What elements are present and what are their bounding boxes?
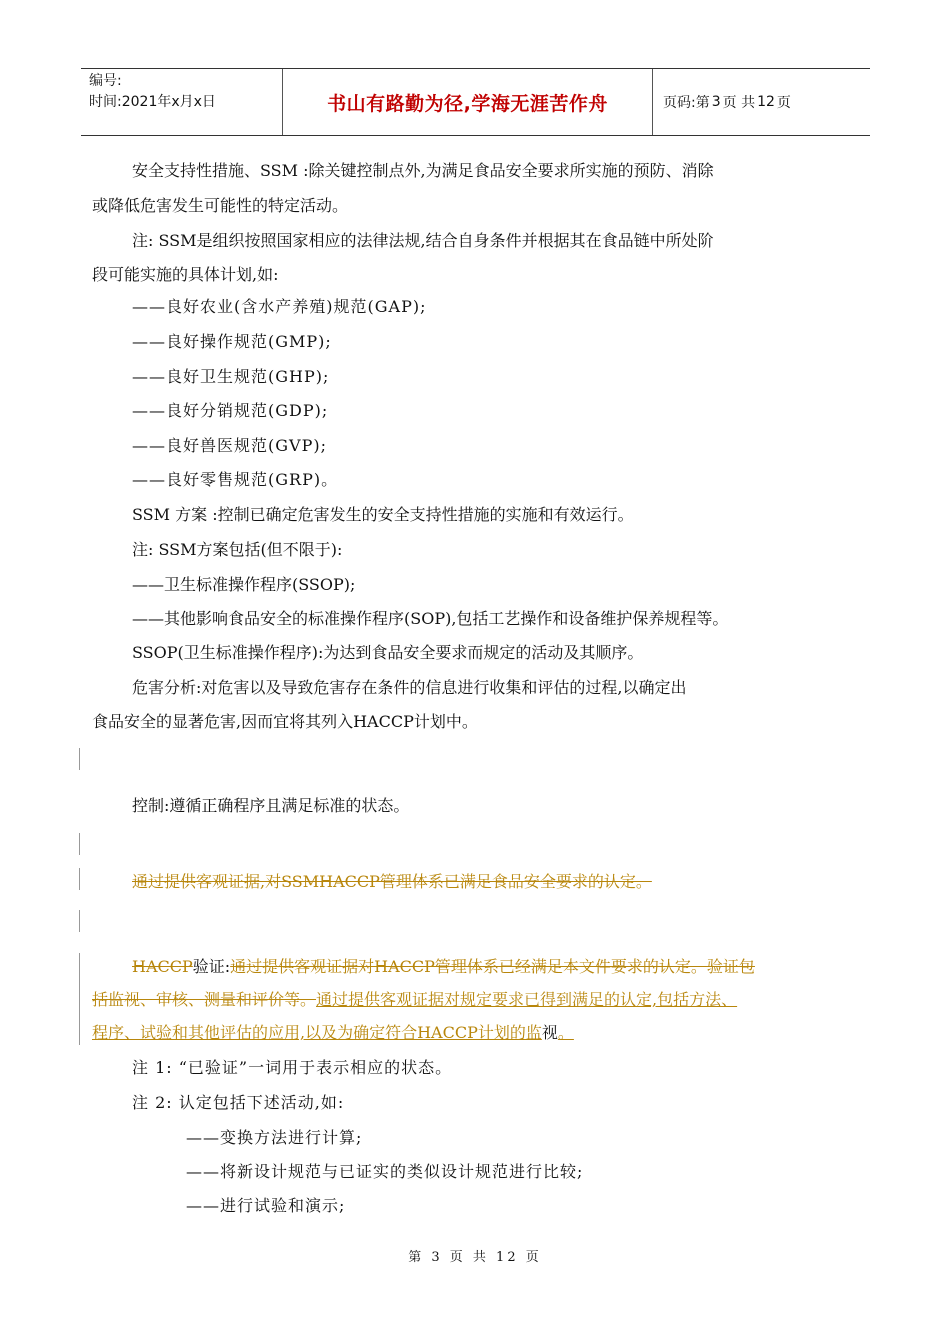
ssm-definition-line1: 安全支持性措施、SSM :除关键控制点外,为满足食品安全要求所实施的预防、消除 (132, 161, 714, 180)
page-current: 3 (711, 94, 721, 110)
verification-line3 (92, 1022, 574, 1044)
page-end: 页 (776, 95, 791, 111)
note-1: 注 1: “已验证”一词用于表示相应的状态。 (132, 1058, 453, 1077)
page-mid: 页 共 (722, 95, 756, 111)
list-item: ——良好分销规范(GDP); (132, 401, 329, 420)
hazard-analysis-line2: 食品安全的显著危害,因而宜将其列入HACCP计划中。 (92, 712, 478, 731)
page-header (81, 68, 870, 136)
document-number-label: 编号: (89, 73, 122, 89)
ssm-definition-line2: 或降低危害发生可能性的特定活动。 (92, 196, 349, 215)
inserted-text: 通过提供客观证据对规定要求已得到满足的认定,包括方法、 (316, 990, 738, 1009)
header-motto: 书山有路勤为径,学海无涯苦作舟 (283, 69, 653, 135)
plain-text: 视 (541, 1023, 558, 1042)
change-bar (79, 868, 80, 890)
change-bar (79, 953, 80, 1045)
list-item: ——良好操作规范(GMP); (132, 332, 332, 351)
list-item: ——良好兽医规范(GVP); (132, 436, 327, 455)
note-2: 注 2: 认定包括下述活动,如: (132, 1093, 345, 1112)
ssm-plan-note: 注: SSM方案包括(但不限于): (132, 540, 343, 559)
deleted-text: HACCP (132, 957, 193, 976)
list-item: ——良好卫生规范(GHP); (132, 367, 330, 386)
ssm-note-line1: 注: SSM是组织按照国家相应的法律法规,结合自身条件并根据其在食品链中所处阶 (132, 231, 714, 250)
verification-line2 (92, 989, 737, 1011)
ssm-plan-definition: SSM 方案 :控制已确定危害发生的安全支持性措施的实施和有效运行。 (132, 505, 634, 524)
change-bar (79, 748, 80, 770)
deleted-text: 通过提供客观证据对HACCP管理体系已经满足本文件要求的认定。验证包 (230, 957, 755, 976)
activity-item: ——进行试验和演示; (186, 1196, 346, 1215)
header-info (81, 69, 283, 135)
activity-item: ——将新设计规范与已证实的类似设计规范进行比较; (186, 1162, 584, 1181)
deleted-text: 通过提供客观证据,对SSMHACCP管理体系已满足食品安全要求的认定。 (132, 872, 652, 891)
inserted-text: 程序、试验和其他评估的应用,以及为确定符合HACCP计划的监 (92, 1023, 542, 1042)
ssm-plan-item: ——其他影响食品安全的标准操作程序(SOP),包括工艺操作和设备维护保养规程等。 (132, 609, 729, 628)
change-bar (79, 910, 80, 932)
ssop-definition: SSOP(卫生标准操作程序):为达到食品安全要求而规定的活动及其顺序。 (132, 643, 644, 662)
activity-item: ——变换方法进行计算; (186, 1128, 363, 1147)
page-footer: 第 3 页 共 12 页 (408, 1250, 542, 1265)
header-page-info (653, 69, 870, 135)
verification-line1 (132, 956, 755, 978)
page-total: 12 (757, 94, 775, 110)
ssm-note-line2: 段可能实施的具体计划,如: (92, 265, 279, 284)
list-item: ——良好零售规范(GRP)。 (132, 470, 339, 489)
deleted-text: 括监视、审核、测量和评价等。 (92, 990, 317, 1009)
verification-term: 验证: (192, 957, 231, 976)
hazard-analysis-line1: 危害分析:对危害以及导致危害存在条件的信息进行收集和评估的过程,以确定出 (132, 678, 687, 697)
change-bar (79, 833, 80, 855)
inserted-text: 。 (557, 1023, 574, 1042)
document-time-label: 时间:2021年x月x日 (89, 94, 216, 110)
page-label: 页码:第 (663, 95, 710, 111)
list-item: ——良好农业(含水产养殖)规范(GAP); (132, 297, 427, 316)
ssm-plan-item: ——卫生标准操作程序(SSOP); (132, 575, 356, 594)
control-definition: 控制:遵循正确程序且满足标准的状态。 (132, 796, 410, 815)
